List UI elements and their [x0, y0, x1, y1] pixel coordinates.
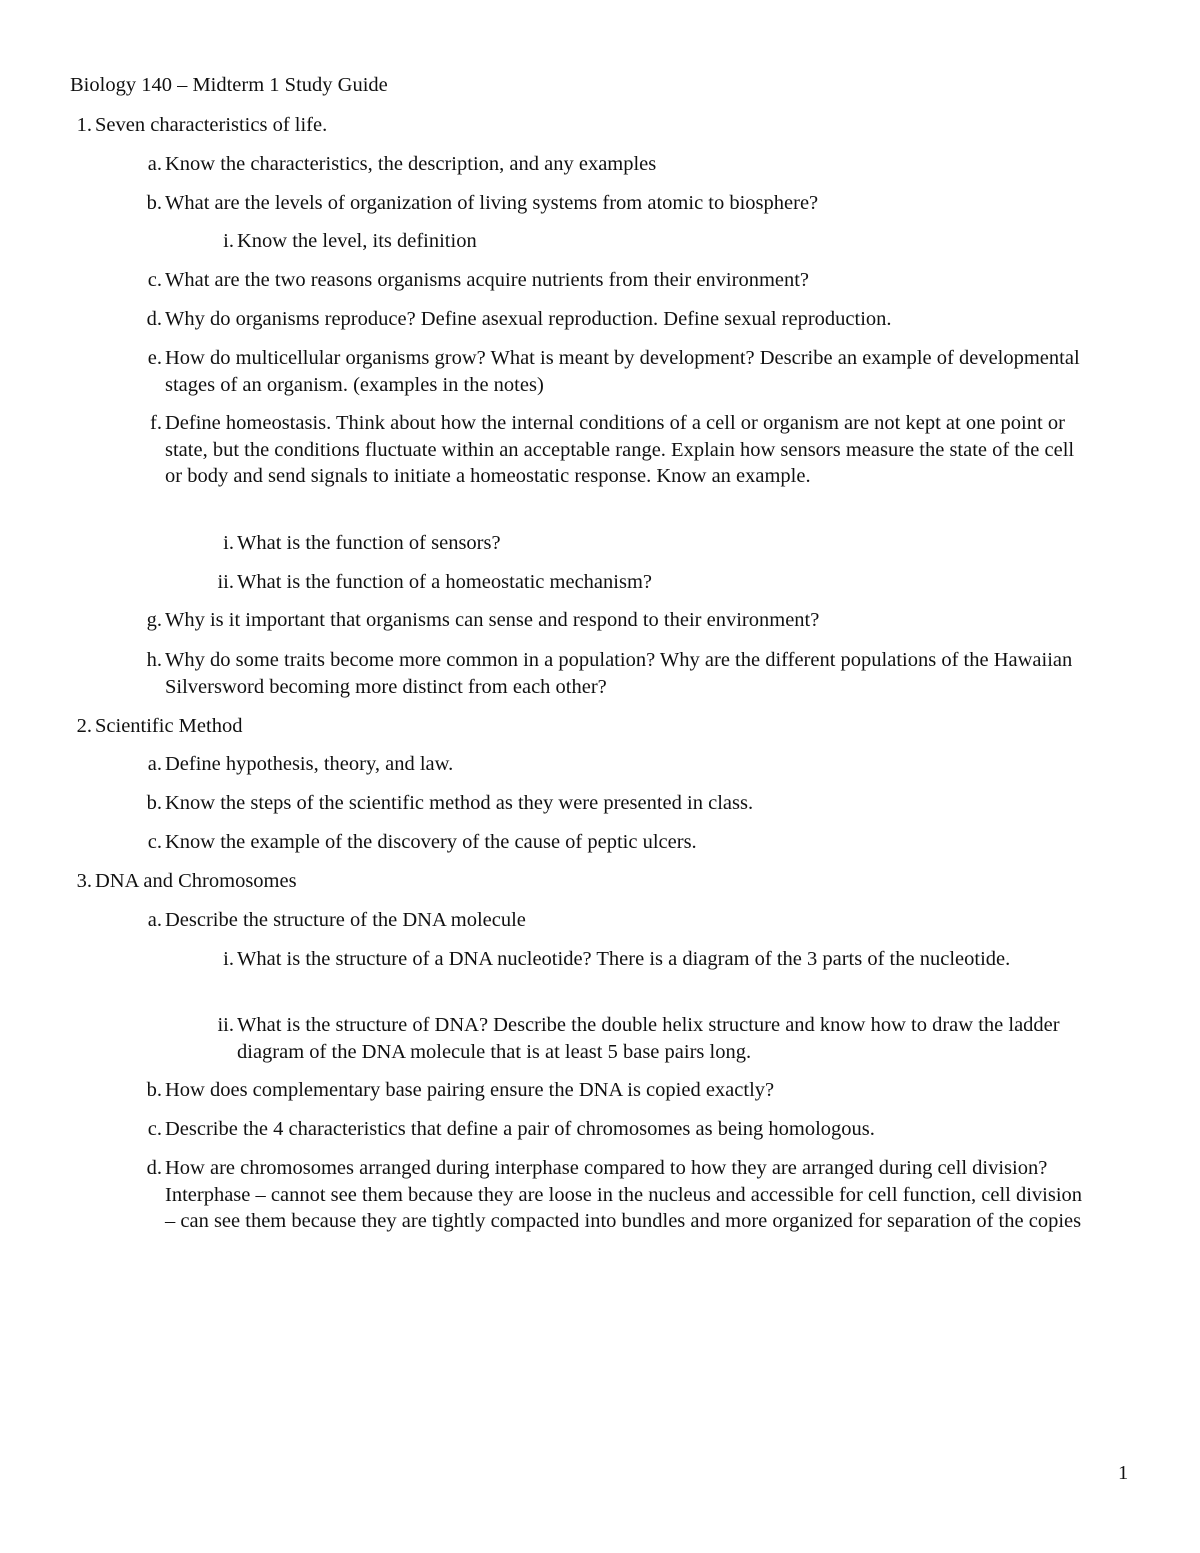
- outline-marker: f.: [150, 412, 162, 434]
- outline-text: How does complementary base pairing ensure the DNA is copied exactly?: [165, 1079, 775, 1101]
- outline-text: Scientific Method: [95, 715, 243, 737]
- outline-marker: b.: [146, 192, 162, 214]
- document-title: Biology 140 – Midterm 1 Study Guide: [70, 74, 388, 96]
- outline-text: How are chromosomes arranged during interphase compared to how they are arranged during cell division? Interphase – cannot see them because they are loose in the nucleus and accessible for cell function, cell division – can see them because they are tightly compacted into bundles and more organized for separation of the copies: [165, 1157, 1083, 1233]
- outline-text: How do multicellular organisms grow? What is meant by development? Describe an example of developmental stages of an organism. (examples in the notes): [165, 347, 1080, 396]
- outline-text: What are the two reasons organisms acquire nutrients from their environment?: [165, 269, 810, 291]
- outline-marker: ii.: [217, 1014, 234, 1036]
- outline-marker: g.: [146, 609, 162, 631]
- outline-marker: i.: [223, 532, 234, 554]
- outline-marker: 1.: [76, 114, 92, 136]
- page-number: 1: [1118, 1462, 1129, 1484]
- outline-marker: c.: [147, 269, 162, 291]
- outline-text: Know the level, its definition: [237, 230, 477, 252]
- outline-text: DNA and Chromosomes: [95, 870, 297, 892]
- outline-marker: 3.: [76, 870, 92, 892]
- outline-marker: 2.: [76, 715, 92, 737]
- outline-text: Why is it important that organisms can sense and respond to their environment?: [165, 609, 820, 631]
- outline-text: Describe the structure of the DNA molecule: [165, 909, 526, 931]
- outline-marker: a.: [147, 153, 162, 175]
- outline-text: Know the steps of the scientific method as they were presented in class.: [165, 792, 754, 814]
- outline-marker: b.: [146, 792, 162, 814]
- outline-text: What are the levels of organization of living systems from atomic to biosphere?: [165, 192, 819, 214]
- outline-text: Define homeostasis. Think about how the internal conditions of a cell or organism are not kept at one point or state, but the conditions fluctuate within an acceptable range. Explain how sensors measure the state of the cell or body and send signals to initiate a homeostatic response. Know an example.: [165, 412, 1075, 488]
- outline-marker: i.: [223, 948, 234, 970]
- outline-text: Know the characteristics, the description, and any examples: [165, 153, 657, 175]
- outline-marker: c.: [147, 831, 162, 853]
- outline-marker: i.: [223, 230, 234, 252]
- outline-marker: c.: [147, 1118, 162, 1140]
- outline-marker: ii.: [217, 571, 234, 593]
- outline-marker: d.: [146, 308, 162, 330]
- outline-text: What is the function of a homeostatic mechanism?: [237, 571, 652, 593]
- outline-text: What is the structure of DNA? Describe the double helix structure and know how to draw the ladder diagram of the DNA molecule that is at least 5 base pairs long.: [237, 1014, 1060, 1063]
- outline-text: Seven characteristics of life.: [95, 114, 328, 136]
- outline-text: Why do organisms reproduce? Define asexual reproduction. Define sexual reproduction.: [165, 308, 892, 330]
- outline-text: Define hypothesis, theory, and law.: [165, 753, 454, 775]
- outline-marker: e.: [147, 347, 162, 369]
- outline-marker: b.: [146, 1079, 162, 1101]
- outline-text: Describe the 4 characteristics that define a pair of chromosomes as being homologous.: [165, 1118, 875, 1140]
- outline-text: Know the example of the discovery of the cause of peptic ulcers.: [165, 831, 697, 853]
- outline-text: Why do some traits become more common in a population? Why are the different populations of the Hawaiian Silversword becoming more distinct from each other?: [165, 649, 1073, 698]
- outline-marker: h.: [146, 649, 162, 671]
- outline-text: What is the structure of a DNA nucleotide? There is a diagram of the 3 parts of the nucleotide.: [237, 948, 1011, 970]
- outline-marker: a.: [147, 753, 162, 775]
- outline-marker: d.: [146, 1157, 162, 1179]
- outline-text: What is the function of sensors?: [237, 532, 501, 554]
- outline-marker: a.: [147, 909, 162, 931]
